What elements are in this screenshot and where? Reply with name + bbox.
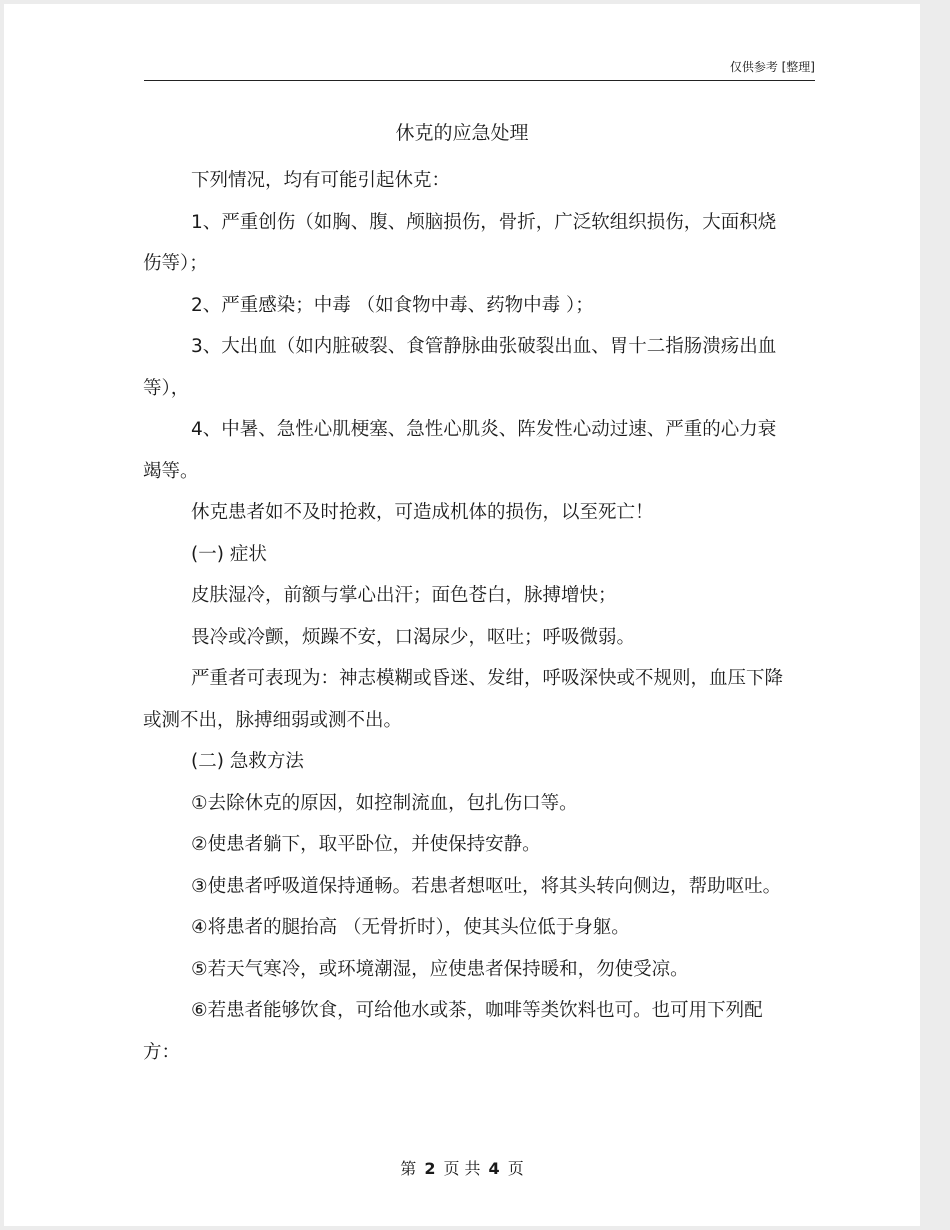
list-item: ⑥若患者能够饮食，可给他水或茶，咖啡等类饮料也可。也可用下列配方： — [143, 1000, 763, 1063]
footer-prefix: 第 — [400, 1159, 417, 1178]
section-heading: (二) 急救方法 — [191, 751, 304, 772]
footer-suffix: 页 — [507, 1159, 524, 1178]
paragraph: 严重者可表现为：神志模糊或昏迷、发绀，呼吸深快或不规则，血压下降或测不出，脉搏细弱或测不出。 — [143, 668, 784, 731]
list-item: ①去除休克的原因，如控制流血，包扎伤口等。 — [191, 792, 578, 814]
paragraph: 4、中暑、急性心肌梗塞、急性心肌炎、阵发性心动过速、严重的心力衰竭等。 — [143, 419, 777, 482]
document-page — [4, 4, 920, 1226]
document-title: 休克的应急处理 — [395, 122, 529, 144]
page-header: 仅供参考 [整理] — [144, 60, 815, 81]
paragraph: 休克患者如不及时抢救，可造成机体的损伤，以至死亡！ — [191, 502, 654, 523]
section-heading: (一) 症状 — [191, 543, 267, 565]
paragraph: 下列情况，均有可能引起休克： — [191, 170, 451, 191]
list-item: ④将患者的腿抬高 （无骨折时），使其头位低于身躯。 — [191, 917, 630, 938]
list-item: ③使患者呼吸道保持通畅。若患者想呕吐，将其头转向侧边，帮助呕吐。 — [191, 875, 782, 897]
list-item: ⑤若天气寒冷，或环境潮湿，应使患者保持暖和，勿使受凉。 — [191, 958, 689, 980]
current-page-number: 2 — [424, 1159, 436, 1178]
document-body — [143, 160, 788, 1073]
list-item: ②使患者躺下，取平卧位，并使保持安静。 — [191, 834, 541, 855]
paragraph: 皮肤湿冷，前额与掌心出汗；面色苍白，脉搏增快； — [191, 585, 617, 606]
footer-middle: 页 共 — [443, 1159, 481, 1178]
paragraph: 2、严重感染；中毒 （如食物中毒、药物中毒 ）； — [191, 294, 594, 316]
page-footer — [4, 1158, 920, 1180]
paragraph: 畏冷或冷颤，烦躁不安，口渴尿少，呕吐；呼吸微弱。 — [191, 626, 636, 648]
total-page-count: 4 — [488, 1159, 500, 1178]
paragraph: 3、大出血（如内脏破裂、食管静脉曲张破裂出血、胃十二指肠溃疡出血等）， — [143, 336, 777, 399]
paragraph: 1、严重创伤（如胸、腹、颅脑损伤，骨折，广泛软组织损伤，大面积烧伤等）； — [143, 211, 777, 274]
